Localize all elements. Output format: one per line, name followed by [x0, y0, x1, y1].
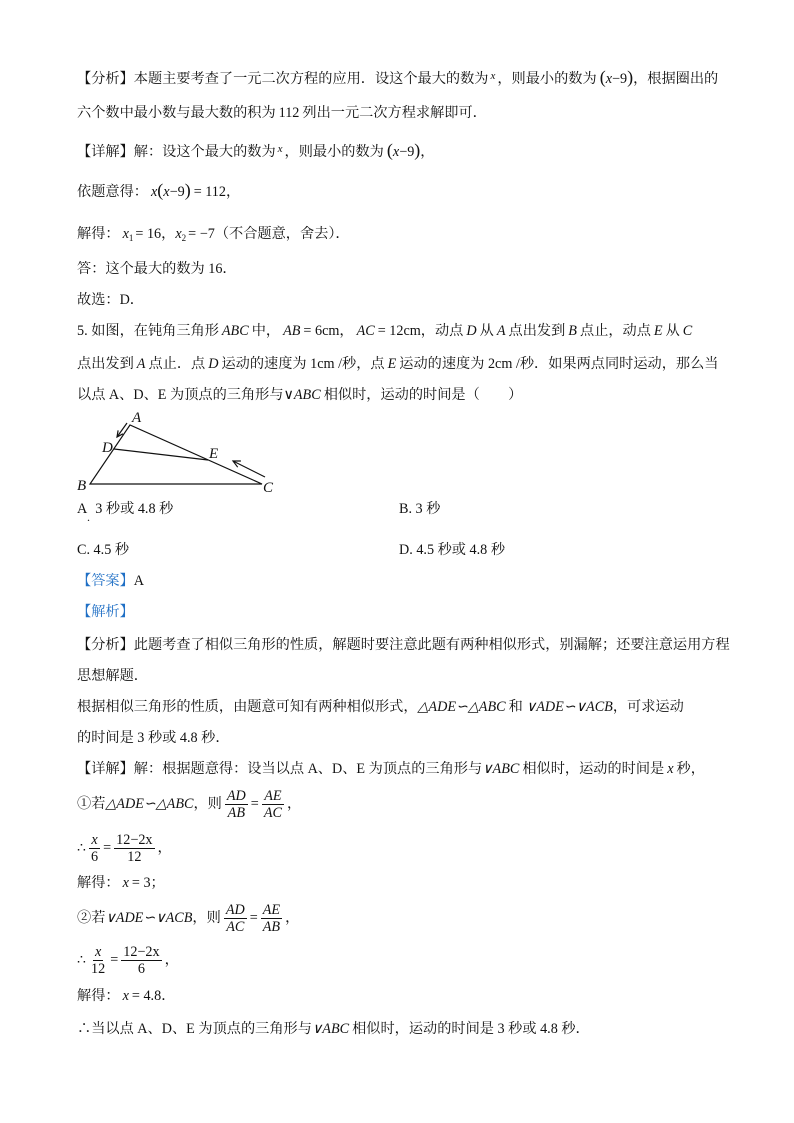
- fraction: [89, 944, 107, 977]
- q5-analysis-line1: 【分析】此题考查了相似三角形的性质，解题时要注意此题有两种相似形式，别漏解；还要注意运用方程: [77, 637, 730, 653]
- case2-line: [77, 902, 299, 935]
- text: 解得：: [77, 875, 120, 891]
- text: 点出发到: [77, 356, 134, 372]
- text: ，: [157, 839, 172, 856]
- fraction: [261, 902, 282, 935]
- paren-open: (: [386, 140, 393, 160]
- q4-solve-line: [77, 224, 350, 245]
- fraction: [225, 788, 248, 821]
- text: 解得：: [77, 226, 120, 242]
- math: AB: [283, 323, 301, 339]
- text: ②若: [77, 909, 106, 926]
- text: 以点 A、D、E 为顶点的三角形与∨: [77, 387, 294, 403]
- text: 从: [665, 323, 680, 339]
- label-e: E: [209, 446, 219, 462]
- math: C: [682, 323, 693, 339]
- q4-answer-line: 答：这个最大的数为 16．: [77, 261, 237, 277]
- var: x: [122, 988, 129, 1004]
- q4-detail-line1: [77, 140, 435, 163]
- q5-stem-line2: [77, 354, 719, 374]
- numerator: AE: [262, 902, 281, 918]
- text: 相似时，运动的时间是（ ）: [323, 387, 523, 403]
- q4-analysis-line2: [77, 103, 487, 123]
- text: 点出发到: [508, 323, 566, 339]
- math: = 16: [135, 226, 162, 242]
- denominator: AB: [262, 919, 281, 935]
- detail-label: 【详解】: [77, 144, 134, 160]
- conclusion-line: [77, 1019, 590, 1039]
- text: 5. 如图，在钝角三角形: [77, 323, 219, 339]
- text: 中，: [251, 323, 281, 339]
- math: −9: [399, 144, 415, 160]
- math: ∨ABC: [311, 1021, 350, 1037]
- denominator: AB: [227, 805, 245, 821]
- q5-analysis-line3: [77, 697, 684, 717]
- text: 解得：: [77, 988, 120, 1004]
- paren-close: ): [414, 140, 421, 160]
- paren-open: (: [157, 180, 164, 200]
- arrow-e-icon: [233, 461, 265, 477]
- text: = 12cm，动点: [377, 323, 464, 339]
- var: x: [277, 143, 283, 155]
- q4-analysis-line1: [77, 67, 718, 90]
- var: x: [122, 226, 129, 242]
- paren-close: ): [184, 180, 191, 200]
- text: 和: [508, 699, 523, 715]
- var: x: [175, 226, 182, 242]
- numerator: AD: [226, 788, 246, 804]
- fraction: [262, 788, 284, 821]
- text: ，: [420, 144, 435, 160]
- q5-analysis-line2: 思想解题．: [77, 668, 148, 684]
- q4-choice-line: 故选：D．: [77, 292, 144, 308]
- denominator: 6: [91, 849, 99, 865]
- option-a-letter: A: [77, 501, 88, 517]
- math: ∨ABC: [482, 761, 520, 777]
- text: ，: [286, 795, 302, 812]
- numerator: 12−2x: [116, 832, 153, 848]
- text: ∴当以点 A、D、E 为顶点的三角形与: [77, 1021, 312, 1037]
- therefore: ∴: [77, 839, 87, 856]
- text: 运动的速度为 2cm /秒．如果两点同时运动，那么当: [399, 356, 719, 372]
- option-b: B. 3 秒: [399, 501, 441, 517]
- denominator: AC: [263, 805, 282, 821]
- text: 相似时，运动的时间是: [522, 761, 665, 777]
- math: D: [208, 356, 219, 372]
- math: △ADE∽△ABC: [105, 795, 194, 812]
- text: ，则: [193, 795, 222, 812]
- text: ．: [161, 988, 176, 1004]
- paren-close: ): [627, 67, 634, 87]
- paren-open: (: [599, 67, 606, 87]
- option-d: D. 4.5 秒或 4.8 秒: [399, 542, 506, 558]
- denominator: 12: [127, 849, 142, 865]
- equals: =: [250, 795, 259, 812]
- math: E: [387, 356, 397, 372]
- q4-equation-line: [77, 180, 240, 202]
- q5-analysis-line4: 的时间是 3 秒或 4.8 秒．: [77, 730, 230, 746]
- triangle-abc: [90, 425, 262, 484]
- text: 本题主要考查了一元二次方程的应用．设这个最大的数为: [133, 71, 489, 87]
- step1-line: [77, 832, 172, 865]
- analysis-label: 【分析】: [77, 71, 134, 87]
- var: x: [163, 184, 170, 200]
- text: ，: [164, 951, 179, 968]
- text: ；: [150, 875, 165, 891]
- numerator: AE: [264, 788, 282, 804]
- math: = 3: [131, 875, 151, 891]
- text: 列出一元二次方程求解即可．: [302, 105, 487, 121]
- fraction: [89, 832, 100, 865]
- detail-label: 【详解】: [77, 761, 134, 777]
- numerator: AD: [225, 902, 245, 918]
- math: ABC: [293, 387, 321, 403]
- math: E: [653, 323, 663, 339]
- text: 解：根据题意得：设当以点 A、D、E 为顶点的三角形与: [133, 761, 483, 777]
- math: B: [568, 323, 577, 339]
- math: = −7: [188, 226, 215, 242]
- numerator: x: [91, 832, 98, 848]
- math: D: [466, 323, 477, 339]
- text: 点止，动点: [579, 323, 651, 339]
- denominator: 6: [137, 961, 145, 977]
- label-a: A: [132, 410, 142, 426]
- math: AC: [356, 323, 375, 339]
- q5-stem-line1: [77, 321, 695, 341]
- answer-label: 【答案】: [77, 573, 134, 589]
- denominator: AC: [226, 919, 245, 935]
- explanation-label: 【解析】: [77, 604, 134, 620]
- option-a: [77, 499, 173, 519]
- label-c: C: [263, 480, 274, 496]
- text: ，: [285, 909, 300, 926]
- math: △ADE∽△ABC: [417, 699, 506, 715]
- text: （不合题意，舍去）．: [214, 226, 350, 242]
- text: 秒，: [676, 761, 705, 777]
- q5-stem-line3: [77, 385, 522, 405]
- option-a-text: 3 秒或 4.8 秒: [95, 501, 174, 517]
- label-b: B: [77, 478, 87, 494]
- fraction: [114, 832, 154, 865]
- option-c: C. 4.5 秒: [77, 542, 130, 558]
- var: x: [150, 184, 158, 200]
- option-a-dot: .: [87, 510, 90, 524]
- segment-de: [114, 449, 208, 460]
- label-d: D: [102, 440, 113, 456]
- therefore: ∴: [77, 951, 87, 968]
- math: ∨ADE∽∨ACB: [105, 909, 193, 926]
- answer-value: A: [133, 573, 145, 589]
- text: 依题意得：: [77, 184, 148, 200]
- subscript: 1: [128, 233, 134, 243]
- text: ①若: [77, 795, 106, 812]
- math: = 112: [193, 184, 226, 200]
- case1-line: [77, 788, 301, 821]
- var: x: [122, 875, 129, 891]
- math: A: [496, 323, 506, 339]
- math: ∨ADE∽∨ACB: [525, 699, 613, 715]
- math: −9: [612, 71, 628, 87]
- equals: =: [249, 909, 258, 926]
- text: ，根据圈出的: [633, 71, 719, 87]
- var: x: [490, 70, 496, 82]
- solution1-line: [77, 873, 165, 893]
- text: = 6cm，: [303, 323, 354, 339]
- math: −9: [169, 184, 185, 200]
- var: x: [605, 71, 612, 87]
- triangle-figure: [70, 405, 282, 497]
- step2-line: [77, 944, 179, 977]
- text: ，则最小的数为: [284, 144, 384, 160]
- solution2-line: [77, 986, 175, 1006]
- math: = 4.8: [131, 988, 162, 1004]
- text: 从: [479, 323, 494, 339]
- text: 点止．点: [148, 356, 206, 372]
- text: ，则最小的数为: [497, 71, 597, 87]
- text: ，: [226, 184, 241, 200]
- text: 根据相似三角形的性质，由题意可知有两种相似形式，: [77, 699, 418, 715]
- equals: =: [103, 839, 112, 856]
- text: ，则: [192, 909, 221, 926]
- text: ，可求运动: [612, 699, 684, 715]
- equals: =: [110, 951, 119, 968]
- text: 解：设这个最大的数为: [133, 144, 276, 160]
- text: 六个数中最小数与最大数的积为: [77, 105, 276, 121]
- numerator: x: [94, 944, 102, 960]
- text: 运动的速度为 1cm /秒，点: [221, 356, 385, 372]
- q5-detail-line1: [77, 759, 705, 779]
- var: x: [392, 144, 400, 160]
- var: x: [667, 761, 674, 777]
- math: ABC: [221, 323, 249, 339]
- text: ，: [161, 226, 176, 242]
- numerator: 12−2x: [123, 944, 160, 960]
- text: 相似时，运动的时间是 3 秒或 4.8 秒．: [352, 1021, 590, 1037]
- answer-line: [77, 571, 144, 591]
- math: A: [136, 356, 146, 372]
- number: 112: [278, 105, 300, 121]
- fraction: [121, 944, 161, 977]
- subscript: 2: [181, 233, 187, 243]
- fraction: [224, 902, 247, 935]
- denominator: 12: [91, 961, 106, 977]
